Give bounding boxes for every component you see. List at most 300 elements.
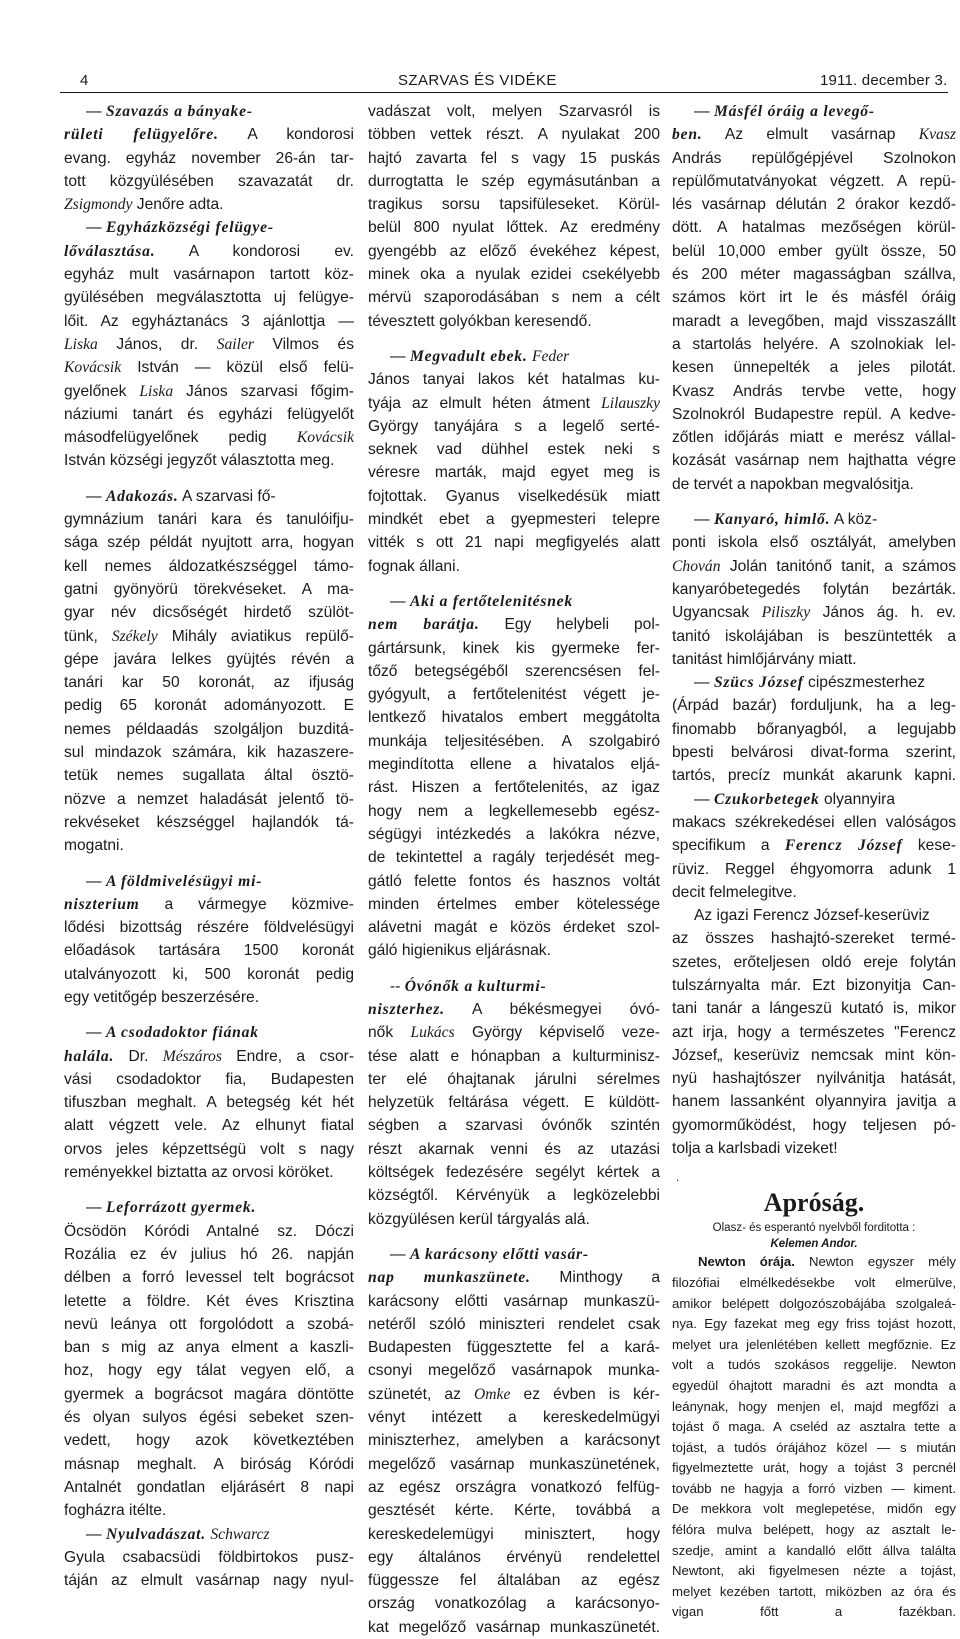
text-segment: utalványozott ki, 500 koronát pedig bbox=[64, 965, 354, 983]
text-segment: netéről szóló miniszteri rendelet csak bbox=[368, 1315, 660, 1333]
text-line bbox=[368, 1266, 660, 1289]
text-segment: -- bbox=[390, 977, 405, 995]
text-segment: minden értelmes ember kötelessége bbox=[368, 895, 660, 913]
article-title: ben. bbox=[672, 126, 703, 144]
text-line bbox=[368, 286, 660, 309]
text-line bbox=[368, 1161, 660, 1184]
article-title: nem barátja. bbox=[368, 616, 480, 634]
text-segment: gépe javára lelkes gyüjtés révén a bbox=[64, 650, 354, 668]
text-segment: szedje, amint a kandalló előtt állva találta bbox=[672, 1542, 956, 1558]
text-line bbox=[368, 345, 660, 368]
text-line bbox=[368, 216, 660, 239]
newspaper-title: SZARVAS ÉS VIDÉKE bbox=[398, 72, 557, 89]
text-segment: hanem lassanként olyannyira javitja a bbox=[672, 1093, 956, 1111]
article-title: lőválasztása. bbox=[64, 242, 156, 260]
text-segment: gesztését kérte. Kérte, továbbá a bbox=[368, 1502, 660, 1520]
text-line bbox=[672, 449, 956, 472]
text-segment: nyü hashajtószer nyilvánitja hatását, bbox=[672, 1070, 956, 1088]
text-line bbox=[672, 927, 956, 950]
text-segment: fojtottak. Gyanus viselkedésük miatt bbox=[368, 487, 660, 505]
text-line bbox=[672, 380, 956, 403]
text-line bbox=[64, 1091, 354, 1114]
text-segment: tolja a karlsbadi vizeket! bbox=[672, 1140, 838, 1158]
text-line bbox=[64, 1359, 354, 1382]
text-line bbox=[672, 1137, 956, 1160]
text-segment: költségek fedezésére segélyt kértek a bbox=[368, 1164, 660, 1182]
text-segment: tetük nemes sugallata által ösztö- bbox=[64, 767, 354, 785]
text-segment: seknek vad dühhel estek neki s bbox=[368, 441, 660, 459]
text-segment: melyet ura jelenlétében kellett megfőznie. Ez bbox=[672, 1336, 956, 1352]
text-segment: pedig 65 koronát adományozott. E bbox=[64, 697, 354, 715]
text-segment: letette a földre. Két éves Krisztina bbox=[64, 1292, 354, 1310]
text-line bbox=[368, 310, 660, 333]
apro-translator-name: Kelemen Andor. bbox=[770, 1238, 858, 1251]
text-line bbox=[368, 438, 660, 461]
text-line bbox=[672, 100, 956, 123]
text-segment: gyülésében megválasztotta uj felügye- bbox=[64, 289, 354, 307]
text-segment: nők bbox=[368, 1024, 411, 1042]
text-segment: Newton egyszer mély bbox=[794, 1254, 956, 1270]
article-title: halála. bbox=[64, 1047, 115, 1065]
text-line bbox=[368, 613, 660, 636]
text-line bbox=[672, 1397, 956, 1418]
text-segment: Rozália ez év julius hó 26. napján bbox=[64, 1245, 354, 1263]
text-line bbox=[672, 951, 956, 974]
text-line bbox=[368, 706, 660, 729]
text-segment: cipészmesterhez bbox=[803, 674, 926, 692]
text-line bbox=[368, 776, 660, 799]
text-line bbox=[64, 939, 354, 962]
text-segment: függessze fel általában az egész bbox=[368, 1572, 660, 1590]
text-segment: karácsony előtti vasárnap munkaszü- bbox=[368, 1292, 660, 1310]
text-line bbox=[672, 764, 956, 787]
text-segment: kozását vasárnap nem hajthatta végre bbox=[672, 452, 956, 470]
text-line bbox=[672, 403, 956, 426]
text-segment: gártársunk, kinek kis gyermeke fer- bbox=[368, 639, 660, 657]
text-segment: Newtont, aki figyelmesen nézte a tojást, bbox=[672, 1563, 956, 1579]
article-title: Szavazás a bányake- bbox=[105, 103, 253, 120]
text-segment: ter elé óhajtanak járulni sérelmes bbox=[368, 1070, 660, 1088]
text-line bbox=[368, 637, 660, 660]
text-segment: János, dr. bbox=[97, 335, 217, 353]
text-line bbox=[672, 1355, 956, 1376]
text-segment: kat megelőző vasárnap munkaszünetét. bbox=[368, 1618, 660, 1636]
text-segment: vigan főtt a fazékban. bbox=[672, 1604, 956, 1620]
name-text: Schwarcz bbox=[210, 1525, 270, 1543]
text-segment: — bbox=[694, 511, 714, 529]
name-text: Sailer bbox=[216, 335, 254, 353]
name-text: Piliszky bbox=[761, 604, 811, 622]
text-line bbox=[368, 1523, 660, 1546]
text-segment: György tanyájára s a legelő serté- bbox=[368, 417, 660, 435]
text-segment: tani tanár a lángeszü kutató is, mikor bbox=[672, 1000, 956, 1018]
text-line bbox=[672, 788, 956, 811]
text-segment: fogházra itélte. bbox=[64, 1502, 167, 1520]
text-segment: — bbox=[86, 1199, 106, 1217]
text-segment: községtől. Kérvényük a legközelebbi bbox=[368, 1187, 660, 1205]
text-line bbox=[672, 286, 956, 309]
text-segment: belül 800 nyulat lőttek. Az eredmény bbox=[368, 219, 660, 237]
article-title: Óvónők a kulturmi- bbox=[404, 977, 547, 995]
text-line bbox=[672, 625, 956, 648]
text-segment: András repülőgépjével Szolnokon bbox=[672, 149, 956, 167]
text-line bbox=[368, 1406, 660, 1429]
text-line bbox=[368, 916, 660, 939]
text-line bbox=[64, 1196, 354, 1219]
text-segment: tanitó iskolájában is beszüntették a bbox=[672, 627, 956, 645]
text-segment: György képviselő veze- bbox=[454, 1024, 660, 1042]
text-segment: makacs székrekedései ellen valóságos bbox=[672, 813, 956, 831]
text-segment: — bbox=[694, 790, 714, 808]
text-segment: ségügyi intézkedés a lakókra nézve, bbox=[368, 825, 660, 843]
text-segment: mindkét ebet a gyepmesteri telepre bbox=[368, 511, 660, 529]
text-line bbox=[64, 555, 354, 578]
text-line bbox=[672, 601, 956, 624]
text-segment: egyedül óhajtott maradni és azt mondta a bbox=[672, 1377, 956, 1393]
text-segment: rást. Hiszen a fertőtelenités, az igaz bbox=[368, 779, 660, 797]
text-line bbox=[64, 508, 354, 531]
text-line bbox=[672, 1314, 956, 1335]
text-line bbox=[368, 1359, 660, 1382]
text-segment: közgyülésen kerül tárgyalás alá. bbox=[368, 1210, 590, 1228]
text-line bbox=[64, 403, 354, 426]
paragraph-gap bbox=[368, 333, 660, 345]
text-line bbox=[368, 508, 660, 531]
text-line bbox=[64, 1243, 354, 1266]
text-line bbox=[64, 1045, 354, 1068]
text-line bbox=[368, 531, 660, 554]
text-segment: de tervét a napokban megvalósitja. bbox=[672, 475, 914, 493]
text-line bbox=[368, 1569, 660, 1592]
text-line bbox=[672, 741, 956, 764]
text-segment: gyomorműködést, hogy teljesen pó- bbox=[672, 1116, 956, 1134]
article-title: rületi felügyelőre. bbox=[64, 126, 219, 144]
text-segment: gyar név dicsőségét hirdető szülöt- bbox=[64, 604, 354, 622]
text-line bbox=[672, 881, 956, 904]
text-segment: másnap meghalt. A biróság Kóródi bbox=[64, 1455, 354, 1473]
text-line bbox=[672, 1335, 956, 1356]
text-line bbox=[64, 100, 354, 123]
name-text: Liska bbox=[64, 335, 98, 353]
text-segment: alatt végzett vele. Az elhunyt fiatal bbox=[64, 1117, 354, 1135]
text-segment: munkája teljesitésében. A szolgabiró bbox=[368, 732, 660, 750]
column-right-articles bbox=[672, 100, 956, 1160]
text-segment: finomabb bőranyagból, a legujabb bbox=[672, 720, 956, 738]
text-segment: ez évben is kér- bbox=[510, 1385, 660, 1403]
text-segment: számos kört irt le és másfél óráig bbox=[672, 289, 956, 307]
text-segment: fognak állani. bbox=[368, 557, 460, 575]
text-segment: Mihály aviatikus repülő- bbox=[157, 627, 354, 645]
apro-translator-note: Olasz- és esperantó nyelvből forditotta : bbox=[712, 1222, 916, 1235]
name-text: Omke bbox=[474, 1385, 511, 1403]
text-segment: az összes hashajtó-szereket termé- bbox=[672, 930, 956, 948]
article-title: Nyulvadászat. bbox=[105, 1525, 207, 1543]
text-line bbox=[368, 590, 660, 613]
text-line bbox=[672, 1520, 956, 1541]
text-line bbox=[64, 986, 354, 1009]
text-segment: és olyan sulyos égési sebeket szen- bbox=[64, 1409, 354, 1427]
text-line bbox=[368, 263, 660, 286]
paragraph-gap bbox=[64, 858, 354, 870]
text-segment: belül 10,000 ember gyült össze, 50 bbox=[672, 242, 956, 260]
text-line bbox=[368, 1184, 660, 1207]
paragraph-gap bbox=[64, 1009, 354, 1021]
text-segment: Szolnokról Budapestre repül. A kedve- bbox=[672, 405, 956, 423]
text-line bbox=[64, 426, 354, 449]
text-segment: ország vonatkozólag a karácsonyo- bbox=[368, 1595, 660, 1613]
text-segment: véresre marták, majd egyet meg is bbox=[368, 464, 660, 482]
text-segment: ségben a szarvasi óvónők szintén bbox=[368, 1117, 660, 1135]
text-segment: másodfelügyelőnek pedig bbox=[64, 429, 297, 447]
text-line bbox=[64, 1336, 354, 1359]
text-line bbox=[64, 531, 354, 554]
text-segment: János ág. h. ev. bbox=[810, 604, 956, 622]
issue-date: 1911. december 3. bbox=[820, 72, 948, 89]
text-line bbox=[368, 1476, 660, 1499]
text-segment: hoz, hogy egy tálat vegyen elő, a bbox=[64, 1362, 354, 1380]
text-line bbox=[672, 1044, 956, 1067]
text-segment: — bbox=[390, 347, 410, 365]
text-line bbox=[368, 683, 660, 706]
text-segment: tovább ne hagyja a forró vizben — kiment. bbox=[672, 1480, 956, 1496]
text-line bbox=[368, 415, 660, 438]
text-segment: Ugyancsak bbox=[672, 604, 762, 622]
text-line bbox=[64, 1499, 354, 1522]
text-line bbox=[672, 974, 956, 997]
text-line bbox=[368, 846, 660, 869]
text-line bbox=[368, 555, 660, 578]
text-line bbox=[672, 170, 956, 193]
text-segment: a vármegye közmive- bbox=[139, 895, 354, 913]
text-line bbox=[64, 449, 354, 472]
text-segment: tifuszban meghalt. A betegség két hét bbox=[64, 1094, 354, 1112]
text-line bbox=[64, 1220, 354, 1243]
text-line bbox=[672, 1376, 956, 1397]
text-line bbox=[672, 904, 956, 927]
text-line bbox=[368, 461, 660, 484]
name-text: Lukács bbox=[410, 1024, 455, 1042]
text-segment: gáló higienikus eljárásnak. bbox=[368, 942, 551, 960]
text-segment: Jolán tanitónő tanit, a számos bbox=[720, 557, 956, 575]
text-segment: vedett, hogy azok következtében bbox=[64, 1432, 354, 1450]
text-segment: Gyula csabacsüdi földbirtokos pusz- bbox=[64, 1548, 354, 1566]
text-segment: kereskedelemügyi minisztert, hogy bbox=[368, 1525, 660, 1543]
text-line bbox=[672, 310, 956, 333]
text-line bbox=[672, 811, 956, 834]
text-line bbox=[64, 741, 354, 764]
text-line bbox=[672, 1541, 956, 1562]
text-segment: táján az elmult vasárnap nagy nyul- bbox=[64, 1572, 354, 1590]
text-line bbox=[64, 1068, 354, 1091]
text-segment: vényt intézett a kereskedelmügyi bbox=[368, 1409, 660, 1427]
bold-title: Newton órája. bbox=[698, 1254, 795, 1270]
text-line bbox=[368, 1453, 660, 1476]
text-line bbox=[368, 170, 660, 193]
text-segment: csonyi megelőző vasárnapok munka- bbox=[368, 1362, 660, 1380]
text-segment: szünetét, az bbox=[368, 1385, 475, 1403]
header-rule bbox=[60, 92, 948, 93]
name-text: Kvasz bbox=[918, 126, 956, 144]
text-segment: tőző betegségéből szerencsésen fel- bbox=[368, 662, 660, 680]
article-title: Czukorbetegek bbox=[713, 790, 820, 808]
name-text: Zsigmondy bbox=[64, 196, 133, 214]
text-segment: tanitást himlőjárvány miatt. bbox=[672, 650, 857, 668]
text-line bbox=[368, 368, 660, 391]
text-segment: helyzetük feltárása végett. E küldött- bbox=[368, 1094, 660, 1112]
text-line bbox=[64, 1290, 354, 1313]
text-line bbox=[672, 193, 956, 216]
text-segment: József„ keserüviz nemcsak mint kön- bbox=[672, 1046, 956, 1064]
text-segment: Endre, a csor- bbox=[221, 1047, 354, 1065]
article-title: A földmivelésügyi mi- bbox=[105, 872, 263, 890]
text-segment: miniszterhez, amelyben a karácsonyt bbox=[368, 1432, 660, 1450]
paragraph-gap bbox=[64, 1184, 354, 1196]
text-segment: gatni gyönyörü törekvéseket. A ma- bbox=[64, 580, 354, 598]
apro-story bbox=[672, 1252, 956, 1623]
apro-dot: . bbox=[676, 1172, 680, 1185]
text-line bbox=[368, 1383, 660, 1406]
text-line bbox=[672, 997, 956, 1020]
text-line bbox=[64, 870, 354, 893]
text-segment: délben a forró levessel telt bográcsot bbox=[64, 1269, 354, 1287]
text-segment: tojást, a tudós órájához közel — s miután bbox=[672, 1439, 956, 1455]
text-segment: dött. A hatalmas mezőségen körül- bbox=[672, 219, 956, 237]
text-segment: félóra mulva belépett, hogy az asztalt le- bbox=[672, 1522, 956, 1538]
text-segment: — bbox=[86, 872, 106, 890]
article-title: Szücs József bbox=[713, 674, 804, 692]
name-text: Chován bbox=[672, 557, 721, 575]
text-segment: János tanyai lakos két hatalmas ku- bbox=[368, 371, 660, 389]
text-line bbox=[672, 1561, 956, 1582]
text-line bbox=[64, 193, 354, 216]
text-line bbox=[672, 356, 956, 379]
article-title: Másfél óráig a levegő- bbox=[713, 103, 875, 120]
text-segment: többen vettek részt. A nyulakat 200 bbox=[368, 126, 660, 144]
text-segment: a startolás helyére. A szolnokiak lel- bbox=[672, 335, 956, 353]
text-line bbox=[64, 380, 354, 403]
text-line bbox=[368, 753, 660, 776]
text-line bbox=[64, 1429, 354, 1452]
text-segment: István — közül első felü- bbox=[121, 359, 354, 377]
text-line bbox=[368, 1068, 660, 1091]
name-text: Liska bbox=[139, 382, 174, 400]
text-segment: Budapesten függesztette fel a kará- bbox=[368, 1339, 660, 1357]
text-segment: megindította ellene a hivatalos eljá- bbox=[368, 756, 660, 774]
article-title: Kanyaró, himlő. bbox=[713, 511, 831, 529]
text-line bbox=[368, 1313, 660, 1336]
text-line bbox=[672, 671, 956, 694]
text-segment: mogatni. bbox=[64, 837, 124, 855]
text-line bbox=[64, 788, 354, 811]
text-segment: tanári kar 50 koronát, az ifjuság bbox=[64, 674, 354, 692]
text-segment: lőit. Az egyháztanács 3 ajánlottja — bbox=[64, 312, 354, 330]
text-segment: bpesti belvárosi divat-forma szerint, bbox=[672, 744, 956, 762]
text-line bbox=[672, 1499, 956, 1520]
text-line bbox=[64, 123, 354, 146]
text-segment: egyház mult vasárnapon tartott köz- bbox=[64, 266, 354, 284]
text-segment: A köz- bbox=[830, 511, 878, 529]
name-text: Feder bbox=[531, 347, 570, 365]
text-segment: — bbox=[86, 487, 106, 505]
text-segment: reményekkel biztatta az orvosi köröket. bbox=[64, 1164, 334, 1182]
text-line bbox=[368, 893, 660, 916]
text-line bbox=[64, 625, 354, 648]
text-segment: A kondorosi bbox=[218, 126, 354, 144]
text-segment: mérvü szaporodásában s nem a célt bbox=[368, 289, 660, 307]
text-line bbox=[672, 1067, 956, 1090]
column-middle bbox=[368, 100, 660, 1636]
text-line bbox=[368, 1616, 660, 1639]
text-segment: az egész országra vonatkozó felfüg- bbox=[368, 1478, 660, 1496]
text-segment: gátló felette fontos és hasznos voltát bbox=[368, 872, 660, 890]
text-segment: A békésmegyei óvó- bbox=[444, 1000, 660, 1018]
text-segment: durrogtatta le szép egymásutánban a bbox=[368, 172, 660, 190]
text-line bbox=[368, 1138, 660, 1161]
text-line bbox=[672, 1479, 956, 1500]
text-line bbox=[368, 1499, 660, 1522]
column-right bbox=[672, 100, 956, 1620]
text-segment: tyája az elmult héten átment bbox=[368, 394, 602, 412]
text-line bbox=[368, 485, 660, 508]
text-segment: náziumi tanárt és egyházi felügyelőt bbox=[64, 405, 354, 423]
article-title: Megvadult ebek. bbox=[409, 347, 528, 365]
text-line bbox=[64, 1523, 354, 1546]
text-line bbox=[672, 718, 956, 741]
text-line bbox=[368, 147, 660, 170]
text-segment: evang. egyház november 26-án tar- bbox=[64, 149, 354, 167]
text-segment: megelőző vasárnap munkaszünetének, bbox=[368, 1455, 660, 1473]
text-line bbox=[64, 333, 354, 356]
page-number: 4 bbox=[80, 72, 89, 89]
text-segment: Az elmult vasárnap bbox=[702, 126, 919, 144]
text-segment: részt akarnak venni és az utazási bbox=[368, 1140, 660, 1158]
text-segment: leánynak, hogy menjen el, majd megfőzi a bbox=[672, 1398, 956, 1414]
text-line bbox=[64, 485, 354, 508]
text-segment: Dr. bbox=[114, 1047, 163, 1065]
text-line bbox=[64, 286, 354, 309]
text-line bbox=[368, 998, 660, 1021]
text-segment: tragikus sorsu tapsifüleseket. Körül- bbox=[368, 196, 660, 214]
text-segment: A kondorosi ev. bbox=[155, 242, 354, 260]
text-line bbox=[64, 1138, 354, 1161]
text-line bbox=[368, 123, 660, 146]
name-text: Lilauszky bbox=[601, 394, 660, 412]
article-title: Leforrázott gyermek. bbox=[105, 1199, 257, 1217]
name-text: Mészáros bbox=[162, 1047, 222, 1065]
text-line bbox=[64, 578, 354, 601]
text-segment: Jenőre adta. bbox=[132, 196, 224, 214]
text-line bbox=[672, 578, 956, 601]
text-line bbox=[368, 1429, 660, 1452]
text-line bbox=[368, 1546, 660, 1569]
text-line bbox=[64, 718, 354, 741]
text-line bbox=[672, 508, 956, 531]
text-line bbox=[64, 601, 354, 624]
text-segment: amikor belépett dolgozószobájába szolgaleá- bbox=[672, 1295, 956, 1311]
text-line bbox=[672, 1582, 956, 1603]
text-segment: nya. Egy fazekat meg egy friss tojást hozott, bbox=[672, 1316, 956, 1332]
text-line bbox=[672, 1458, 956, 1479]
text-line bbox=[672, 834, 956, 857]
text-segment: melyet kezében tartott, miközben az óra és bbox=[672, 1583, 956, 1599]
text-segment: gymnázium tanári kara és tanulóifju- bbox=[64, 511, 354, 529]
text-segment: egy vetitőgép beszerzésére. bbox=[64, 988, 260, 1006]
text-segment: tése alatt e hónapban a kulturminisz- bbox=[368, 1047, 660, 1065]
text-line bbox=[368, 1091, 660, 1114]
text-line bbox=[64, 170, 354, 193]
article-title: A karácsony előtti vasár- bbox=[409, 1245, 589, 1263]
text-line bbox=[672, 1252, 956, 1273]
